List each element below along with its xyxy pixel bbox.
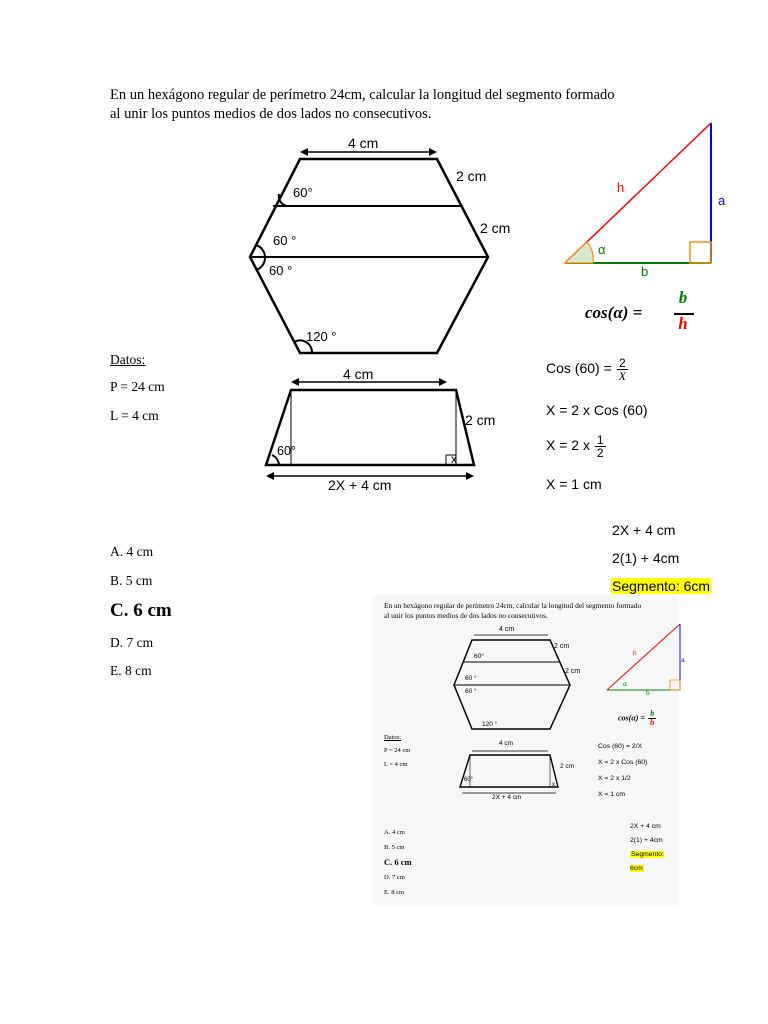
thumb-cos-formula (618, 710, 657, 727)
triangle-b-label: b (641, 264, 649, 279)
problem-line-2: al unir los puntos medios de dos lados no consecutivos. (110, 106, 432, 122)
thumb-a-label: a (681, 657, 685, 664)
thumb-trap-bottom-label: 2X + 4 cm (492, 794, 522, 801)
step-cos-fraction (617, 357, 628, 382)
hexagon-side-label-2: 2 cm (480, 220, 511, 236)
embedded-page-thumbnail (372, 595, 685, 905)
hexagon-angle-bottom-label: 120 ° (306, 329, 337, 344)
thumb-datos-l: L = 4 cm (384, 761, 408, 768)
step-x-cos: X = 2 x Cos (60) (546, 402, 648, 418)
step-cos-fraction-num: 2 (617, 357, 628, 370)
thumb-hex-side-label-1: 2 cm (554, 643, 570, 650)
cosine-formula-numerator: b (678, 288, 688, 307)
step-half-fraction-den: 2 (596, 446, 604, 460)
thumb-hex-top-label: 4 cm (499, 626, 515, 633)
thumb-step-2: X = 2 x Cos (60) (598, 759, 648, 766)
thumb-step-4: X = 1 cm (598, 791, 626, 798)
trapezoid-top-label: 4 cm (343, 366, 374, 382)
step-segment-formula: 2X + 4 cm (612, 522, 676, 538)
thumb-b-label: b (646, 690, 650, 697)
hexagon-side-label-1: 2 cm (456, 168, 487, 184)
cosine-formula-denominator: h (678, 314, 688, 333)
step-x-half (546, 434, 607, 459)
thumb-datos-p: P = 24 cm (384, 747, 411, 754)
thumb-h-label: h (633, 650, 637, 657)
thumb-segment-steps (630, 820, 678, 876)
step-half-fraction-num: 1 (596, 433, 604, 447)
thumb-step-3-prefix: X = 2 x (598, 775, 620, 782)
thumb-option-e: E. 8 cm (384, 889, 405, 896)
step-segment-result (611, 578, 711, 594)
trapezoid-diagram (262, 368, 480, 483)
step-segment-substitution: 2(1) + 4cm (612, 550, 680, 566)
problem-line-1: En un hexágono regular de perímetro 24cm, calcular la longitud del segmento formado (110, 87, 615, 103)
thumb-option-a: A. 4 cm (384, 829, 405, 836)
trapezoid-angle-label: 60° (277, 444, 296, 458)
angle-arc-mid-1 (256, 245, 265, 257)
step-x-result: X = 1 cm (546, 476, 602, 492)
option-b: B. 5 cm (110, 573, 153, 588)
cosine-formula-lhs: cos(α) = (585, 303, 643, 322)
triangle-h-label: h (617, 180, 625, 195)
thumb-problem-line-1: En un hexágono regular de perímetro 24cm, calcular la longitud del segmento formado (384, 601, 642, 610)
hexagon-angle-mid-1-label: 60 ° (273, 233, 297, 248)
thumb-cos-lhs: cos(α) = (618, 713, 645, 723)
thumb-step-7-highlight: Segmento: 6cm (630, 851, 664, 872)
thumb-hex-angle-bottom: 120 ° (482, 721, 498, 728)
thumb-cos-fraction (648, 710, 656, 727)
thumb-step-5: 2X + 4 cm (630, 823, 661, 830)
option-e: E. 8 cm (110, 663, 152, 678)
hexagon-top-label: 4 cm (348, 135, 379, 151)
angle-arc-mid-2 (256, 257, 265, 270)
step-half-fraction (595, 434, 606, 459)
thumb-step-1-den: X (637, 743, 643, 750)
datos-title: Datos: (110, 352, 146, 367)
trapezoid-side-label: 2 cm (465, 412, 496, 428)
thumb-option-c: C. 6 cm (384, 857, 412, 867)
thumb-option-b: B. 5 cm (384, 844, 405, 851)
thumb-cos-num: b (648, 710, 656, 719)
hexagon-angle-top-label: 60° (293, 185, 313, 200)
hexagon-angle-mid-2-label: 60 ° (269, 263, 293, 278)
thumb-step-3: X = 2 x 1/2 (598, 775, 631, 782)
option-d: D. 7 cm (110, 635, 154, 650)
right-triangle-diagram (560, 118, 730, 283)
thumb-option-d: D. 7 cm (384, 874, 405, 881)
thumb-hex-angle-mid-2: 60 ° (465, 688, 477, 695)
thumb-step-6: 2(1) + 4cm (630, 837, 663, 844)
triangle-a-label: a (718, 193, 726, 208)
thumb-alpha-label: α (623, 681, 627, 688)
thumb-step-3-num: 1 (621, 775, 626, 782)
thumb-hex-angle-top: 60° (474, 653, 484, 660)
thumb-options (384, 825, 412, 900)
triangle-alpha-label: α (598, 242, 606, 257)
thumb-cos-den: h (649, 718, 655, 727)
segment-result-highlight: Segmento: 6cm (612, 578, 711, 594)
thumb-steps (598, 739, 647, 803)
thumb-trapezoid (458, 747, 563, 797)
step-cos-prefix: Cos (60) = (546, 360, 612, 377)
step-cos-fraction-den: X (618, 369, 626, 383)
thumb-step-1: Cos (60) = 2/X (598, 743, 643, 750)
thumb-problem-statement (384, 601, 679, 620)
thumb-trap-side-label: 2 cm (560, 763, 575, 770)
thumb-step-1-num: 2 (631, 743, 636, 750)
thumb-step-1-prefix: Cos (60) = (598, 743, 630, 750)
datos-side-length: L = 4 cm (110, 408, 159, 423)
thumb-trap-x-label: x (552, 782, 555, 788)
thumb-trap-top-label: 4 cm (499, 740, 514, 747)
thumb-hex-angle-mid-1: 60 ° (465, 675, 477, 682)
thumb-step-7 (630, 848, 678, 876)
thumb-datos-title: Datos: (384, 734, 401, 741)
option-c-correct: C. 6 cm (110, 600, 172, 621)
trapezoid-x-label: x (451, 452, 457, 466)
thumb-triangle (602, 620, 682, 695)
alpha-angle-wedge (565, 242, 593, 263)
thumb-step-3-den: 2 (626, 775, 631, 782)
datos-perimeter: P = 24 cm (110, 379, 165, 394)
option-a: A. 4 cm (110, 544, 154, 559)
right-angle-marker (690, 242, 711, 263)
thumb-hex-side-label-2: 2 cm (565, 668, 581, 675)
thumb-problem-line-2: al unir los puntos medios de dos lados no consecutivos. (384, 610, 548, 620)
thumb-trap-angle-label: 60° (464, 777, 474, 783)
step-x-half-prefix: X = 2 x (546, 437, 590, 454)
trapezoid-bottom-label: 2X + 4 cm (328, 477, 392, 493)
trapezoid-outline (266, 390, 474, 465)
step-cos-equation (546, 357, 629, 382)
